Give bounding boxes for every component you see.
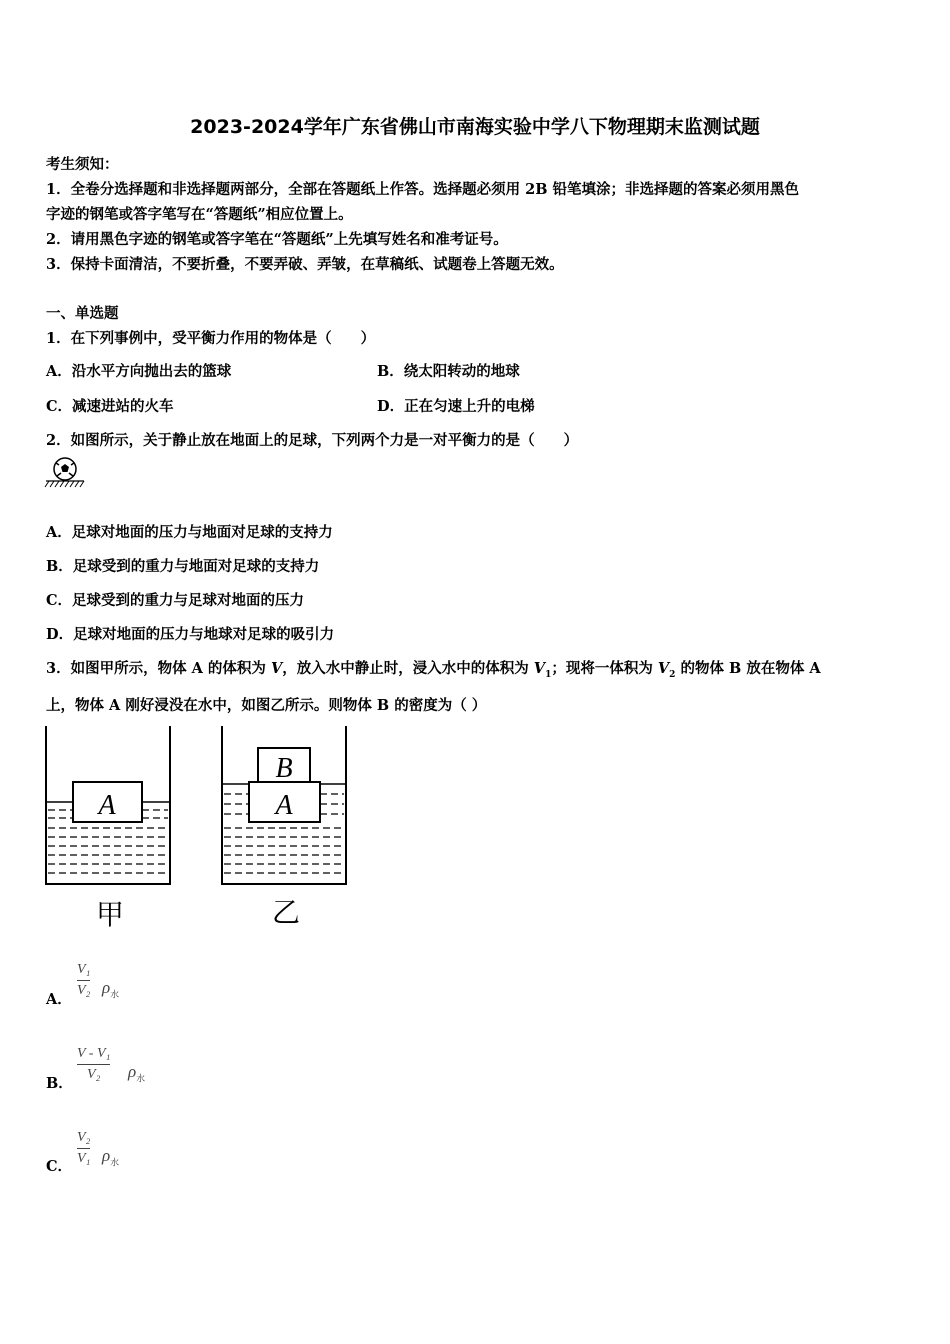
notice-line-3: 2．请用黑色字迹的钢笔或答字笔在“答题纸”上先填写姓名和准考证号。 [46,231,508,248]
figure-jia-label: 甲 [95,898,125,931]
question-2-stem: 2．如图所示，关于静止放在地面上的足球，下列两个力是一对平衡力的是（ ） [46,432,579,449]
q1-option-c[interactable]: C．减速进站的火车 [46,398,174,415]
q3-option-b-fraction: V - V₁ V₂ [77,1046,111,1082]
figure-yi-label: 乙 [271,896,301,929]
notice-line-4: 3．保持卡面清洁，不要折叠，不要弄破、弄皱，在草稿纸、试题卷上答题无效。 [46,256,564,273]
q2-option-d[interactable]: D．足球对地面的压力与地球对足球的吸引力 [46,626,335,643]
q2-option-b[interactable]: B．足球受到的重力与地面对足球的支持力 [46,558,320,575]
question-3-stem-line-1: 3．如图甲所示，物体 A 的体积为 V，放入水中静止时，浸入水中的体积为 $V_1$；现将一体积为 $V_2$ 的物体 B 放在物体 A [46,660,821,680]
question-1-stem: 1．在下列事例中，受平衡力作用的物体是（ ） [46,330,376,347]
notice-line-1: 1．全卷分选择题和非选择题两部分，全部在答题纸上作答。选择题必须用 2B 铅笔填涂；非选择题的答案必须用黑色 [46,181,800,198]
block-a-label-yi: A [275,790,293,821]
q3-option-b[interactable]: B． [46,1075,73,1092]
notice-heading: 考生须知： [46,156,119,173]
question-3-stem-line-2: 上，物体 A 刚好浸没在水中，如图乙所示。则物体 B 的密度为（ ） [46,697,487,714]
q3-option-c-density: $\rho_水$ [102,1146,120,1168]
q3-option-b-density: $\rho_水$ [128,1062,146,1084]
q1-option-d[interactable]: D．正在匀速上升的电梯 [377,398,535,415]
q3-option-a-density: $\rho_水$ [102,978,120,1000]
q1-option-b[interactable]: B．绕太阳转动的地球 [377,363,520,380]
q2-option-a[interactable]: A．足球对地面的压力与地面对足球的支持力 [46,524,333,541]
q3-option-c[interactable]: C． [46,1158,73,1175]
block-b-label: B [275,753,293,784]
beaker-figures [40,722,360,937]
notice-line-2: 字迹的钢笔或答字笔写在“答题纸”相应位置上。 [46,206,353,223]
page-title: 2023-2024学年广东省佛山市南海实验中学八下物理期末监测试题 [190,116,760,138]
section-heading: 一、单选题 [46,305,119,322]
q3-option-c-fraction: V₂ V₁ [77,1130,91,1166]
block-a-label-jia: A [98,790,116,821]
q3-option-a[interactable]: A． [46,991,72,1008]
q1-option-a[interactable]: A．沿水平方向抛出去的篮球 [46,363,232,380]
q3-option-a-fraction: V₁ V₂ [77,962,91,998]
soccer-ball-figure [44,455,86,491]
q2-option-c[interactable]: C．足球受到的重力与足球对地面的压力 [46,592,305,609]
